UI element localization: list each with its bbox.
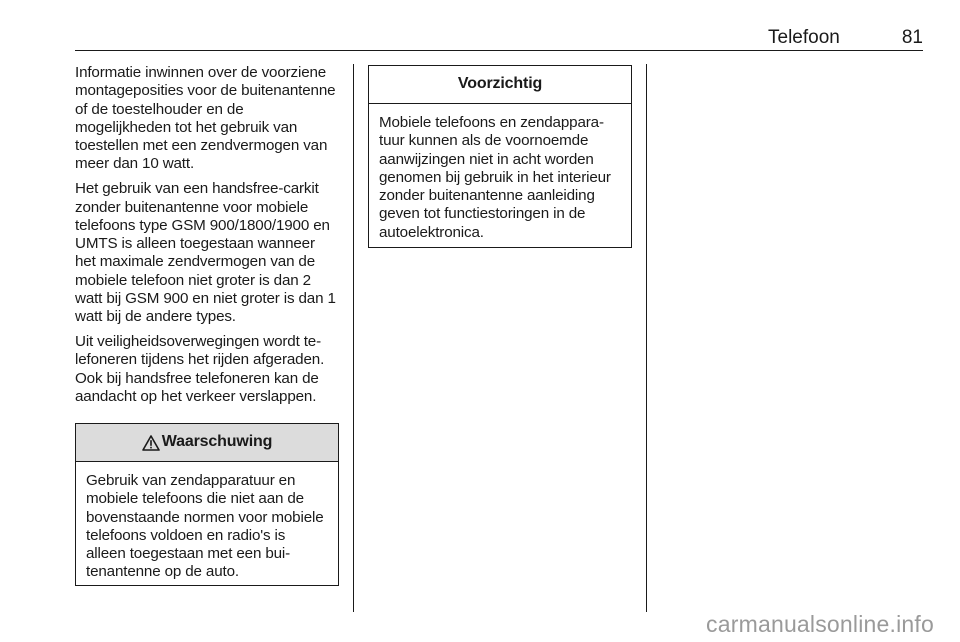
- page-number: 81: [901, 27, 923, 48]
- caution-box-header: [369, 66, 631, 104]
- page-header: [75, 26, 923, 51]
- caution-box-body: Mobiele telefoons en zendapparatuur kunnen als de voornoemde aanwijzingen niet in acht worden genomen bij gebruik in het interieur zonder buitenantenne aanleiding geven tot functiestoringen in de autoelektronica.: [379, 114, 611, 241]
- paragraph-handsfree: Het gebruik van een handsfree-carkit zonder buitenantenne voor mobiele telefoons type GSM 900/1800/1900 en UMTS is alleen toegestaan wanneer het maximale zendvermogen van de mobiele telefoon niet groter is dan 2 watt bij GSM 900 en niet groter is dan 1 watt bij de andere types.: [75, 180, 336, 326]
- caution-box: [368, 65, 632, 248]
- column-divider-1: [353, 64, 354, 612]
- column-divider-2: [646, 64, 647, 612]
- warning-box-body: Gebruik van zendapparatuur en mobiele telefoons die niet aan de bovenstaande normen voor mobiele telefoons voldoen en radio's is alleen toegestaan met een buitenantenne op de auto.: [86, 472, 324, 581]
- warning-triangle-icon: [142, 435, 160, 451]
- warning-box-title: Waarschuwing: [161, 433, 273, 451]
- paragraph-safety: Uit veiligheidsoverwegingen wordt telefoneren tijdens het rijden afgeraden. Ook bij handsfree telefoneren kan de aandacht op het verkeer verslappen.: [75, 333, 325, 406]
- section-title: Telefoon: [768, 27, 840, 48]
- warning-box-header: [76, 424, 338, 462]
- warning-box: [75, 423, 339, 586]
- watermark: carmanualsonline.info: [706, 611, 934, 637]
- caution-box-title: Voorzichtig: [457, 75, 543, 93]
- text-column-left: [75, 64, 339, 413]
- paragraph-antenna-info: Informatie inwinnen over de voorziene montageposities voor de buitenantenne of de toestelhouder en de mogelijkheden tot het gebruik van toestellen met een zendvermogen van meer dan 10 watt.: [75, 64, 336, 173]
